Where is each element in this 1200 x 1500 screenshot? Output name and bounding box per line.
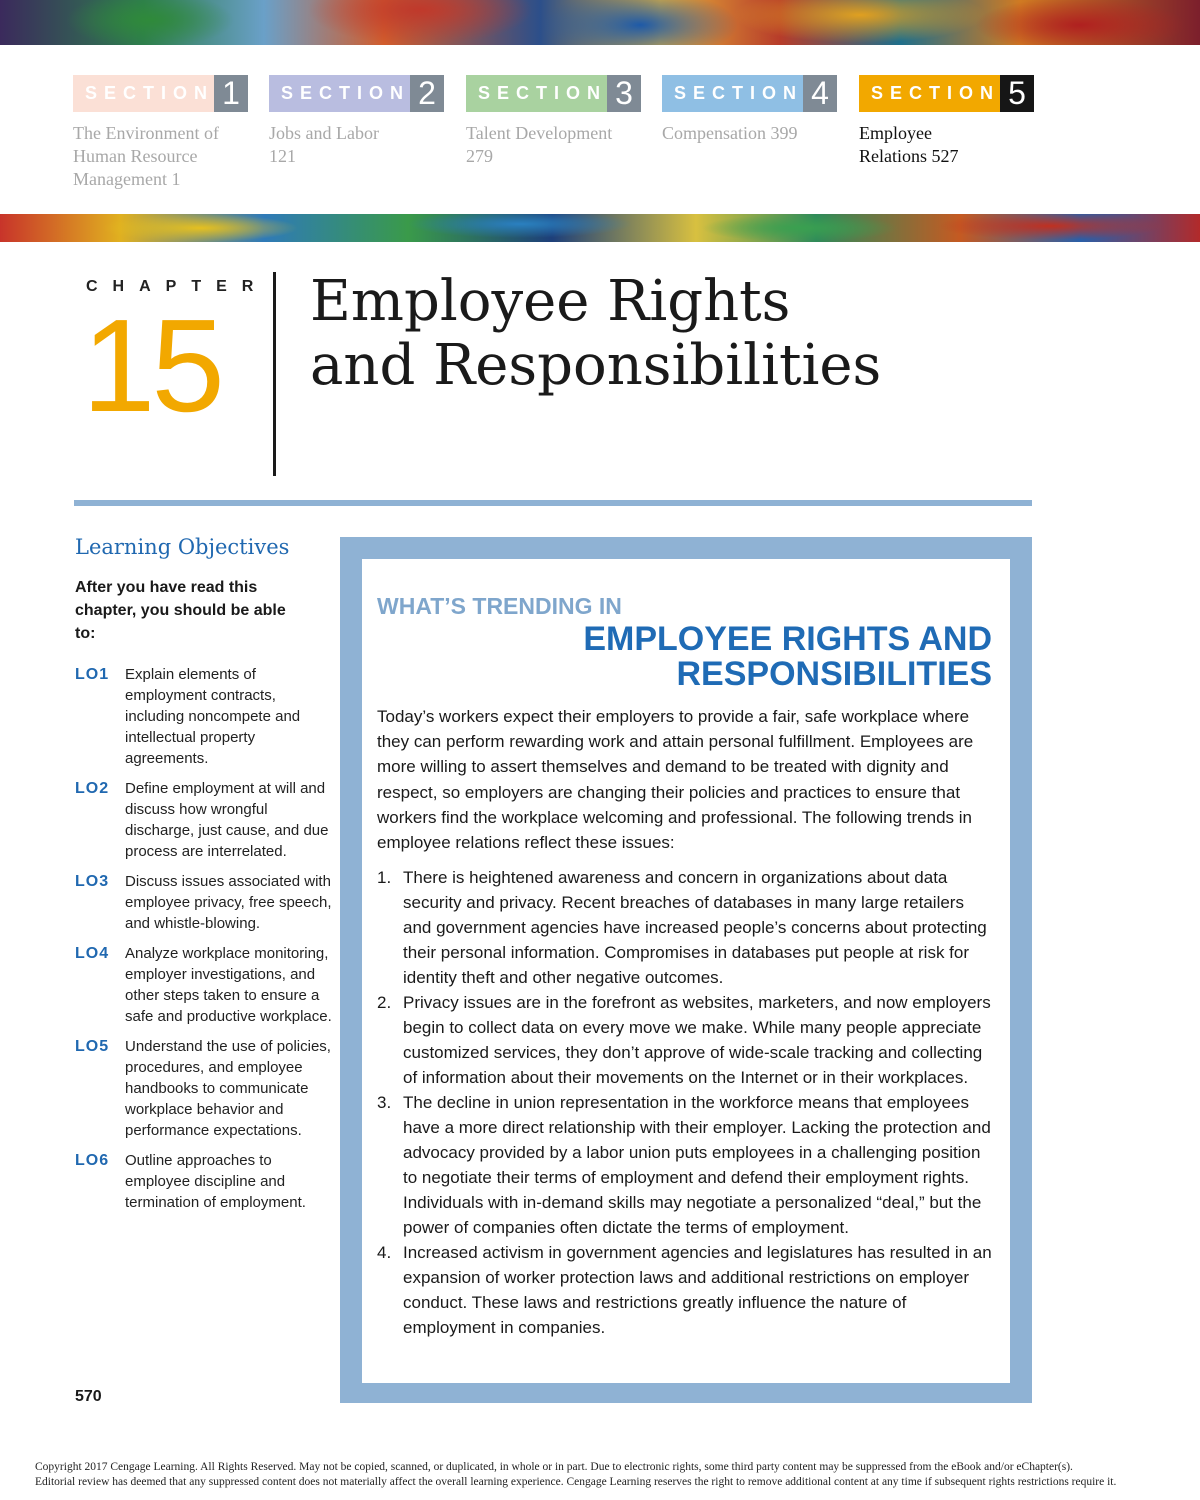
- trend-item: [377, 990, 992, 1090]
- trend-text: The decline in union representation in the workforce means that employees have a more direct relationship with their employer. Lacking the protection and advocacy provided by a labor union puts employees in a challenging position to negotiate their terms of employment and defend their employment rights. Individuals with in-demand skills may negotiate a personalized “deal,” but the power of companies often dictate the terms of employment.: [403, 1093, 991, 1238]
- learning-objectives-intro: After you have read this chapter, you should be able to:: [75, 579, 286, 642]
- section-word: SECTION: [73, 75, 214, 112]
- trend-number: 3.: [377, 1093, 392, 1113]
- section-tab: [269, 75, 444, 112]
- section-3: [466, 75, 641, 168]
- copyright-notice: [35, 1460, 1175, 1490]
- painted-banner-top: [0, 0, 1200, 45]
- trending-box: [340, 537, 1032, 1403]
- chapter-label: CHAPTER: [86, 278, 269, 295]
- section-2: [269, 75, 444, 168]
- section-number: 3: [607, 75, 641, 112]
- trend-text: Increased activism in government agencies and legislatures has resulted in an expansion of worker protection laws and additional restrictions on employer conduct. These laws and restrictions greatly influence the nature of employment in companies.: [403, 1243, 992, 1338]
- learning-objective: [75, 664, 335, 769]
- objective-code: LO3: [75, 873, 110, 890]
- section-number: 4: [803, 75, 837, 112]
- objective-text: Outline approaches to employee discipline and termination of employment.: [125, 1152, 306, 1211]
- section-word: SECTION: [662, 75, 803, 112]
- learning-objectives-title: Learning Objectives: [75, 535, 290, 559]
- trending-intro: Today’s workers expect their employers to provide a fair, safe workplace where they can perform rewarding work and attain personal fulfillment. Employees are more willing to assert themselves and demand to be treated with dignity and respect, so employers are changing their policies and practices to ensure that workers find the workplace welcoming and professional. The following trends in employee relations reflect these issues:: [377, 707, 974, 853]
- copyright-line-1: Copyright 2017 Cengage Learning. All Rights Reserved. May not be copied, scanned, or duplicated, in whole or in part. Due to electronic rights, some third party content may be suppressed from the eBook and/or eChapter(s).: [35, 1461, 1073, 1473]
- section-description: Talent Development 279: [466, 123, 613, 166]
- learning-objective: [75, 871, 335, 934]
- page-number: 570: [75, 1388, 102, 1405]
- section-description: Compensation 399: [662, 123, 798, 143]
- chapter-title-line-1: Employee Rights: [310, 269, 791, 334]
- chapter-divider: [273, 272, 276, 476]
- painted-banner-bottom: [0, 214, 1200, 242]
- trend-text: There is heightened awareness and concern in organizations about data security and privacy. Recent breaches of databases in many large retailers and government agencies have increased people’s concerns about protecting their personal information. Compromises in databases put people at risk for identity theft and other negative outcomes.: [403, 868, 987, 988]
- section-5: [859, 75, 1034, 168]
- trend-number: 1.: [377, 868, 392, 888]
- section-number: 1: [214, 75, 248, 112]
- section-4: [662, 75, 837, 145]
- objective-code: LO2: [75, 780, 110, 797]
- section-word: SECTION: [859, 75, 1000, 112]
- trending-list: [377, 865, 992, 1340]
- trend-text: Privacy issues are in the forefront as websites, marketers, and now employers begin to collect data on every move we make. While many people appreciate customized services, they don’t approve of wide-scale tracking and collecting of information about their movements on the Internet or in their workplaces.: [403, 993, 991, 1088]
- objective-text: Discuss issues associated with employee privacy, free speech, and whistle-blowing.: [125, 873, 332, 932]
- section-tab: [73, 75, 248, 112]
- copyright-line-2: Editorial review has deemed that any suppressed content does not materially affect the overall learning experience. Cengage Learning reserves the right to remove additional content at any time if subsequent rights restrictions require it.: [35, 1476, 1117, 1488]
- chapter-title: [310, 270, 1070, 398]
- chapter-title-line-2: and Responsibilities: [310, 333, 882, 398]
- learning-objective: [75, 778, 335, 862]
- section-number: 5: [1000, 75, 1034, 112]
- trend-item: [377, 1090, 992, 1240]
- trend-item: [377, 865, 992, 990]
- objective-code: LO1: [75, 666, 110, 683]
- objective-code: LO4: [75, 945, 110, 962]
- objective-code: LO6: [75, 1152, 110, 1169]
- section-word: SECTION: [269, 75, 410, 112]
- section-navigation: [73, 75, 1053, 195]
- trending-box-content: [362, 559, 1010, 1383]
- objective-text: Analyze workplace monitoring, employer investigations, and other steps taken to ensure a safe and productive workplace.: [125, 945, 332, 1025]
- section-description: Employee Relations 527: [859, 123, 959, 166]
- trend-number: 4.: [377, 1243, 392, 1263]
- horizontal-rule: [74, 500, 1032, 506]
- section-description: Jobs and Labor 121: [269, 123, 379, 166]
- section-tab: [859, 75, 1034, 112]
- section-tab: [466, 75, 641, 112]
- learning-objective: [75, 1150, 335, 1213]
- chapter-number: 15: [82, 292, 221, 439]
- learning-objective: [75, 1036, 335, 1141]
- trend-item: [377, 1240, 992, 1340]
- section-description: The Environment of Human Resource Management 1: [73, 123, 219, 189]
- learning-objectives-list: [75, 664, 335, 1222]
- section-tab: [662, 75, 837, 112]
- objective-text: Explain elements of employment contracts, including noncompete and intellectual property agreements.: [125, 666, 301, 767]
- section-1: [73, 75, 248, 191]
- trending-heading-line-2: RESPONSIBILITIES: [676, 655, 992, 693]
- section-word: SECTION: [466, 75, 607, 112]
- trend-number: 2.: [377, 993, 392, 1013]
- trending-heading: [377, 622, 992, 692]
- trending-heading-line-1: EMPLOYEE RIGHTS AND: [583, 620, 992, 658]
- objective-code: LO5: [75, 1038, 110, 1055]
- trending-kicker: WHAT’S TRENDING IN: [377, 593, 622, 619]
- objective-text: Understand the use of policies, procedures, and employee handbooks to communicate workplace behavior and performance expectations.: [125, 1038, 331, 1139]
- objective-text: Define employment at will and discuss how wrongful discharge, just cause, and due process are interrelated.: [125, 780, 329, 860]
- learning-objective: [75, 943, 335, 1027]
- section-number: 2: [410, 75, 444, 112]
